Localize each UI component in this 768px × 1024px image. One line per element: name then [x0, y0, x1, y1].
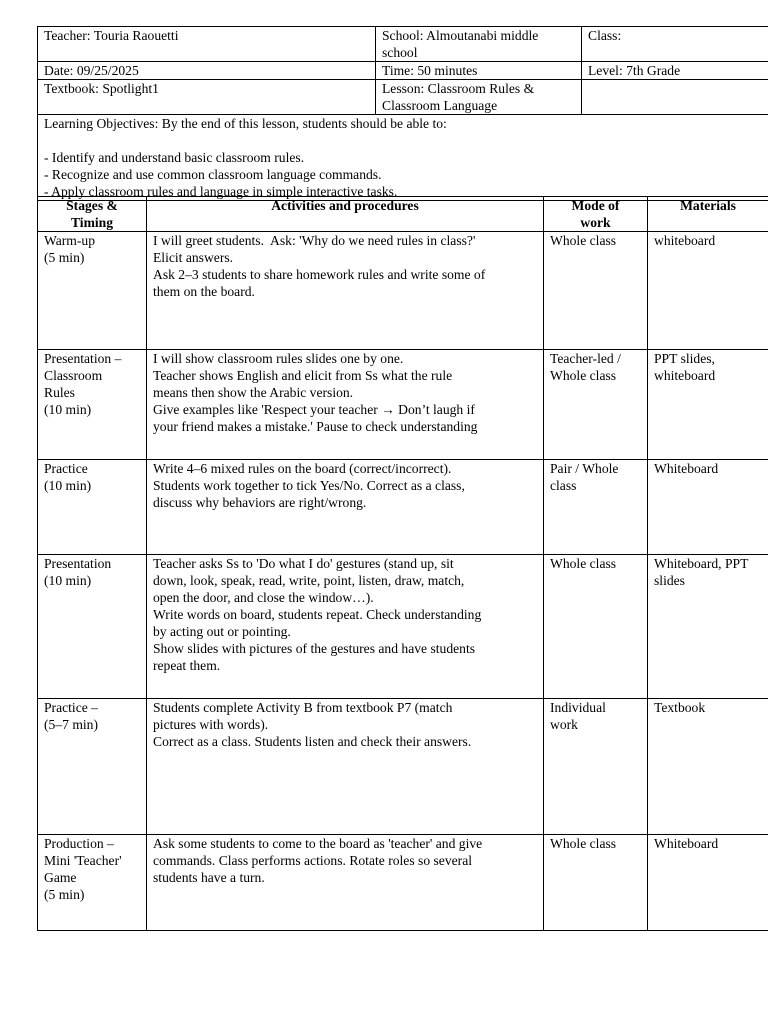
stages-header-line-2: Timing: [70, 215, 114, 230]
school-name-line-1: School: Almoutanabi middle: [382, 28, 539, 43]
teacher-name: Teacher: Touria Raouetti: [44, 28, 179, 43]
mode-header-line-1: Mode of: [571, 198, 620, 213]
activities-cell: [147, 460, 544, 555]
stage-cell: [38, 232, 147, 350]
mode-cell: [544, 350, 648, 460]
activity-text: by acting out or pointing.: [153, 624, 291, 639]
materials-cell: [648, 555, 768, 699]
stage-text: (5–7 min): [44, 717, 98, 732]
procedure-header-row: [38, 197, 768, 232]
activities-header-label: Activities and procedures: [271, 198, 419, 213]
activity-text: Give examples like 'Respect your teacher → Don’t laugh if: [153, 402, 475, 417]
class-cell: [582, 27, 768, 62]
teacher-cell: [38, 27, 376, 62]
stage-text: Classroom: [44, 368, 103, 383]
materials-cell: [648, 232, 768, 350]
mode-header-line-2: work: [580, 215, 611, 230]
activity-text: them on the board.: [153, 284, 255, 299]
stage-row-warm-up: [38, 232, 768, 350]
materials-cell: [648, 699, 768, 835]
mode-cell: [544, 835, 648, 931]
activities-cell: [147, 555, 544, 699]
activity-text: Students work together to tick Yes/No. Correct as a class,: [153, 478, 465, 493]
activity-text: Elicit answers.: [153, 250, 234, 265]
activity-text: I will greet students. Ask: 'Why do we need rules in class?': [153, 233, 476, 248]
activity-text: Students complete Activity B from textbook P7 (match: [153, 700, 453, 715]
activities-cell: [147, 699, 544, 835]
activity-text: Teacher shows English and elicit from Ss what the rule: [153, 368, 453, 383]
mode-cell: [544, 555, 648, 699]
objectives-intro: Learning Objectives: By the end of this lesson, students should be able to:: [44, 116, 447, 131]
mode-text: Whole class: [550, 368, 617, 383]
activity-text: students have a turn.: [153, 870, 265, 885]
stage-text: (5 min): [44, 887, 85, 902]
activity-text: I will show classroom rules slides one by one.: [153, 351, 404, 366]
textbook-name: Textbook: Spotlight1: [44, 81, 159, 96]
activity-text: means then show the Arabic version.: [153, 385, 354, 400]
mode-text: Whole class: [550, 836, 617, 851]
stage-text: (10 min): [44, 402, 92, 417]
stage-text: Game: [44, 870, 77, 885]
mode-text: class: [550, 478, 577, 493]
lesson-title-line-2: Classroom Language: [382, 98, 498, 113]
stage-cell: [38, 699, 147, 835]
activities-column-header: [147, 197, 544, 232]
activity-text: Correct as a class. Students listen and check their answers.: [153, 734, 472, 749]
stage-text: (10 min): [44, 478, 92, 493]
materials-text: PPT slides,: [654, 351, 715, 366]
time-cell: [376, 62, 582, 80]
materials-text: whiteboard: [654, 368, 716, 383]
stage-cell: [38, 460, 147, 555]
objective-item: - Identify and understand basic classroom rules.: [44, 150, 305, 165]
activity-text: Ask some students to come to the board as 'teacher' and give: [153, 836, 483, 851]
materials-header-label: Materials: [680, 198, 736, 213]
stage-text: (5 min): [44, 250, 85, 265]
materials-text: whiteboard: [654, 233, 716, 248]
mode-cell: [544, 232, 648, 350]
materials-text: Whiteboard: [654, 461, 719, 476]
activity-text: Write words on board, students repeat. Check understanding: [153, 607, 482, 622]
date-cell: [38, 62, 376, 80]
school-name-line-2: school: [382, 45, 418, 60]
learning-objectives-cell: [38, 115, 768, 201]
mode-text: work: [550, 717, 578, 732]
stage-row-presentation-gestures: [38, 555, 768, 699]
grade-level: Level: 7th Grade: [588, 63, 681, 78]
stage-row-practice: [38, 460, 768, 555]
stage-text: Warm-up: [44, 233, 95, 248]
activity-text: your friend makes a mistake.' Pause to check understanding: [153, 419, 478, 434]
activity-text: Ask 2–3 students to share homework rules and write some of: [153, 267, 486, 282]
mode-text: Whole class: [550, 556, 617, 571]
objectives-spacer: [44, 132, 762, 149]
activities-cell: [147, 835, 544, 931]
procedure-table: [37, 196, 768, 931]
lesson-duration: Time: 50 minutes: [382, 63, 478, 78]
lesson-cell: [376, 80, 582, 115]
stage-text: Presentation: [44, 556, 112, 571]
materials-column-header: [648, 197, 768, 232]
mode-text: Teacher-led /: [550, 351, 621, 366]
stage-text: (10 min): [44, 573, 92, 588]
empty-header-cell: [582, 80, 768, 115]
materials-cell: [648, 835, 768, 931]
stage-text: Practice –: [44, 700, 98, 715]
activity-text: commands. Class performs actions. Rotate roles so several: [153, 853, 473, 868]
textbook-cell: [38, 80, 376, 115]
stage-text: Practice: [44, 461, 88, 476]
class-label: Class:: [588, 28, 622, 43]
objective-item: - Apply classroom rules and language in simple interactive tasks.: [44, 184, 398, 199]
lesson-header-table: [37, 26, 768, 201]
stage-row-presentation-rules: [38, 350, 768, 460]
activity-text: repeat them.: [153, 658, 221, 673]
activities-cell: [147, 232, 544, 350]
stages-header-line-1: Stages &: [66, 198, 118, 213]
objective-item: - Recognize and use common classroom language commands.: [44, 167, 382, 182]
materials-text: Whiteboard, PPT: [654, 556, 749, 571]
stage-cell: [38, 555, 147, 699]
lesson-date: Date: 09/25/2025: [44, 63, 139, 78]
activity-text: Write 4–6 mixed rules on the board (correct/incorrect).: [153, 461, 452, 476]
activities-cell: [147, 350, 544, 460]
materials-cell: [648, 350, 768, 460]
stage-text: Rules: [44, 385, 75, 400]
stage-cell: [38, 835, 147, 931]
stage-row-production: [38, 835, 768, 931]
materials-cell: [648, 460, 768, 555]
mode-cell: [544, 460, 648, 555]
lesson-title-line-1: Lesson: Classroom Rules &: [382, 81, 535, 96]
activity-text: down, look, speak, read, write, point, listen, draw, match,: [153, 573, 465, 588]
stage-row-practice-textbook: [38, 699, 768, 835]
materials-text: Whiteboard: [654, 836, 719, 851]
mode-text: Whole class: [550, 233, 617, 248]
stage-text: Presentation –: [44, 351, 122, 366]
mode-text: Individual: [550, 700, 606, 715]
activity-text: Teacher asks Ss to 'Do what I do' gestures (stand up, sit: [153, 556, 454, 571]
activity-text: pictures with words).: [153, 717, 269, 732]
materials-text: slides: [654, 573, 685, 588]
school-cell: [376, 27, 582, 62]
level-cell: [582, 62, 768, 80]
activity-text: discuss why behaviors are right/wrong.: [153, 495, 367, 510]
mode-cell: [544, 699, 648, 835]
activity-text: open the door, and close the window…).: [153, 590, 374, 605]
stages-column-header: [38, 197, 147, 232]
stage-text: Mini 'Teacher': [44, 853, 122, 868]
activity-text: Show slides with pictures of the gestures and have students: [153, 641, 476, 656]
materials-text: Textbook: [654, 700, 706, 715]
stage-cell: [38, 350, 147, 460]
mode-text: Pair / Whole: [550, 461, 619, 476]
stage-text: Production –: [44, 836, 114, 851]
mode-column-header: [544, 197, 648, 232]
